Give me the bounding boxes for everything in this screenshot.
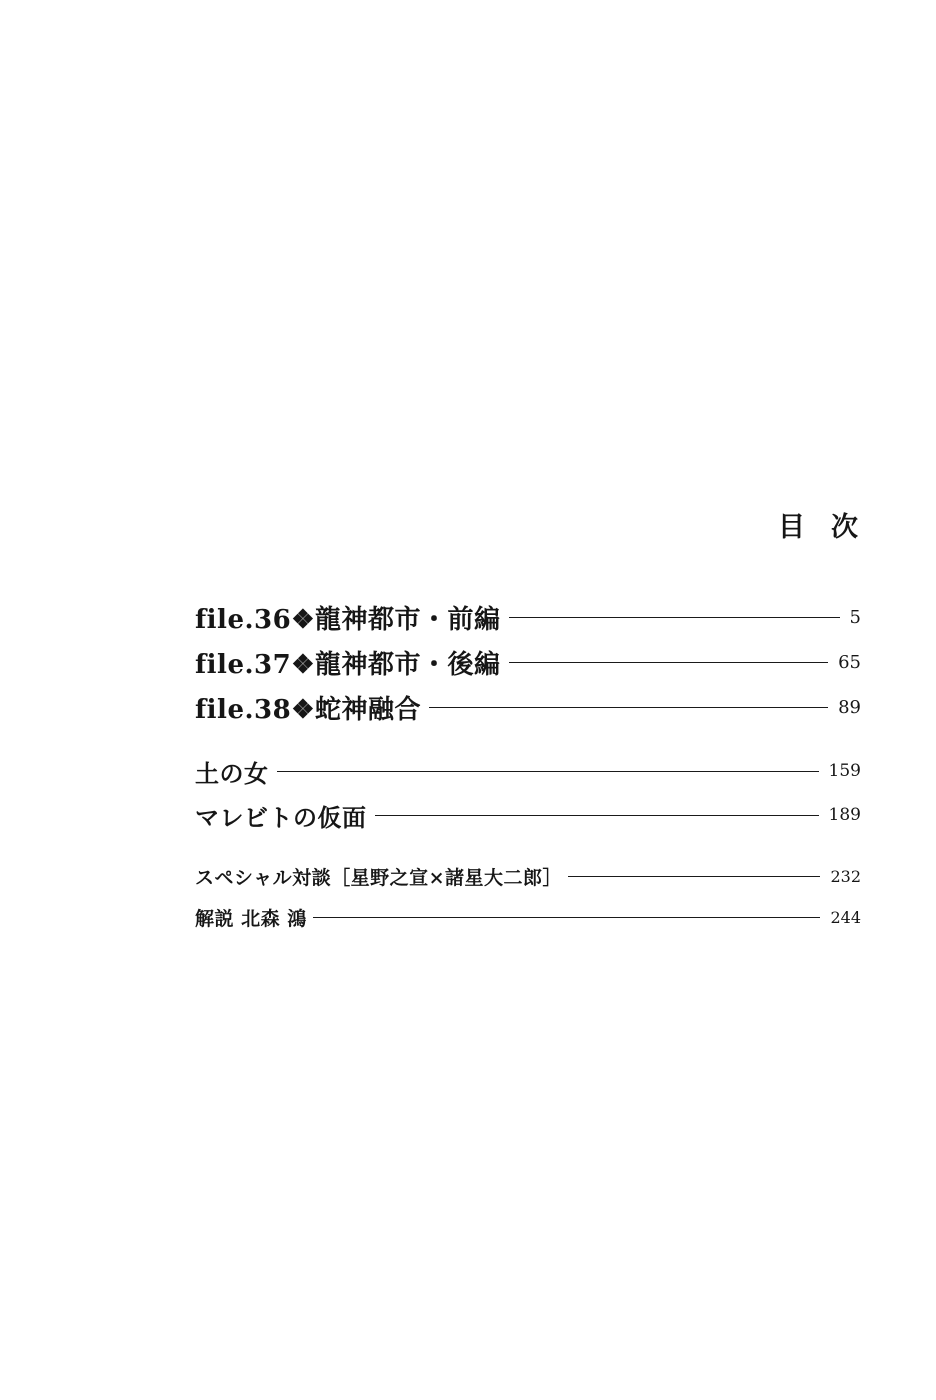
leader-line: [509, 662, 829, 663]
toc-entry-page-number: 5: [849, 606, 861, 628]
toc-entry-file-37[interactable]: [195, 643, 861, 681]
leader-line: [313, 917, 821, 918]
leader-line: [375, 815, 819, 816]
toc-entry-page-number: 244: [830, 907, 861, 927]
toc-entry-special-taidan[interactable]: [195, 861, 861, 891]
toc-entry-page-number: 89: [838, 696, 861, 718]
toc-entry-file-38[interactable]: [195, 688, 861, 726]
toc-entry-kaisetsu[interactable]: [195, 902, 861, 932]
leader-line: [429, 707, 828, 708]
toc-entry-label: file.37❖龍神都市・後編: [195, 649, 501, 680]
toc-entry-label: スペシャル対談［星野之宣×諸星大二郎］: [195, 866, 563, 889]
toc-entry-page-number: 189: [828, 805, 861, 825]
toc-entry-page-number: 65: [838, 651, 861, 673]
toc-entry-tsuchi-no-onna[interactable]: [195, 754, 861, 788]
toc-entry-label: file.36❖龍神都市・前編: [195, 604, 501, 635]
leader-line: [568, 876, 820, 877]
toc-entry-label: 土の女: [195, 758, 269, 788]
toc-title: 目次: [778, 512, 884, 543]
toc-entry-marebito-no-kamen[interactable]: [195, 798, 861, 832]
toc-entry-label: マレビトの仮面: [195, 802, 367, 832]
toc-entry-page-number: 232: [830, 866, 861, 886]
leader-line: [277, 771, 819, 772]
toc-entry-label: 解説 北森 鴻: [195, 907, 307, 930]
leader-line: [509, 617, 840, 618]
toc-entry-label: file.38❖蛇神融合: [195, 694, 422, 725]
toc-entry-file-36[interactable]: [195, 598, 861, 636]
toc-entry-page-number: 159: [828, 761, 861, 781]
